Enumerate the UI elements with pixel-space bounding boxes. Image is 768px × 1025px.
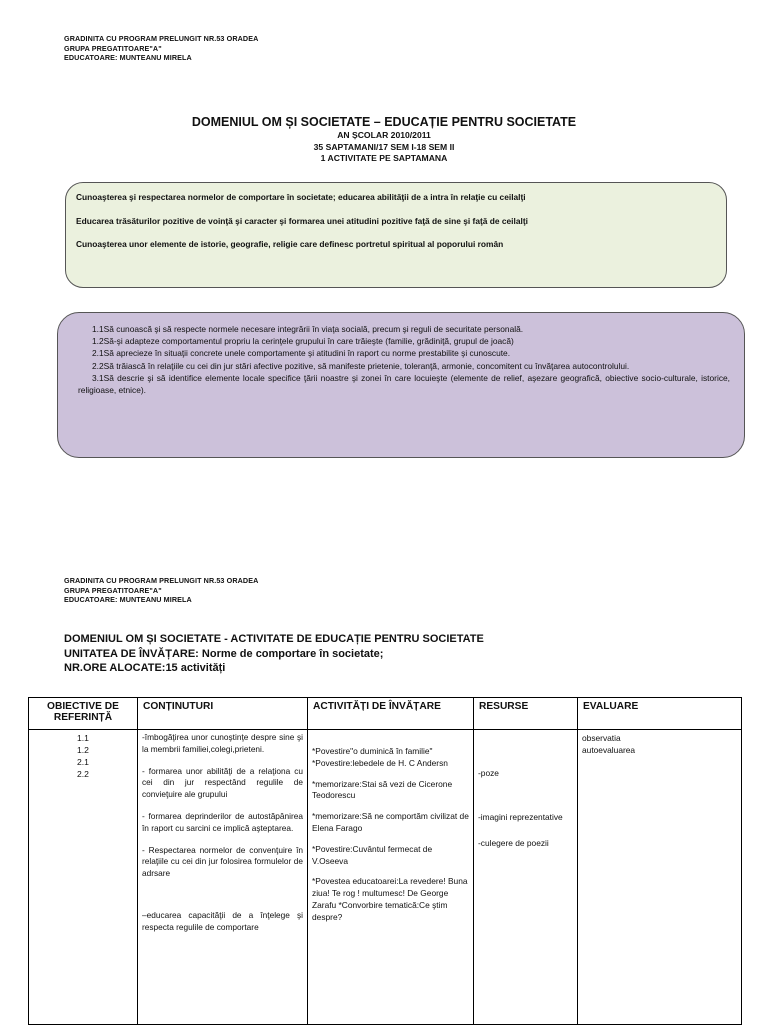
resources-cell (474, 730, 578, 1025)
resource-item: -poze (478, 768, 499, 778)
objectives-cell (29, 730, 138, 1025)
school-name: GRADINITA CU PROGRAM PRELUNGIT NR.53 ORADEA (64, 34, 259, 43)
column-header-evaluation: EVALUARE (578, 698, 742, 730)
group-name: GRUPA PREGATITOARE"A" (64, 43, 162, 53)
evaluation-cell (578, 730, 742, 1025)
general-objectives-box (65, 182, 727, 288)
teacher-name: EDUCATOARE: MUNTEANU MIRELA (64, 53, 192, 63)
activity-item: *Povestea educatoarei:La revedere! Buna ziua! Te rog ! multumesc! De George Zarafu *Convorbire tematică:Ce ştim despre? (312, 876, 468, 922)
activity-item: *Povestire"o duminică în familie" *Povestire:lebedele de H. C Andersn (312, 746, 448, 768)
reference-objectives-box (57, 312, 745, 458)
column-header-contents: CONȚINUTURI (138, 698, 308, 730)
school-name: GRADINITA CU PROGRAM PRELUNGIT NR.53 ORADEA (64, 576, 259, 585)
teacher-name: EDUCATOARE: MUNTEANU MIRELA (64, 595, 192, 605)
objective-code: 1.2 (77, 745, 89, 755)
column-header-activities: ACTIVITĂȚI DE ÎNVĂȚARE (308, 698, 474, 730)
unit-info (64, 632, 484, 676)
resource-item: -culegere de poezii (478, 837, 549, 848)
objective-code: 2.1 (77, 757, 89, 767)
school-year: AN ȘCOLAR 2010/2011 (337, 130, 431, 140)
school-header-second (64, 576, 258, 605)
activity-item: *memorizare:Stai să vezi de Cicerone Teodorescu (312, 778, 453, 801)
reference-objective: 1.2Să-şi adapteze comportamentul propriu la cerinţele grupului în care trăieşte (familie, grădiniţă, grupul de joacă) (92, 336, 514, 347)
school-header-top (64, 34, 258, 63)
weeks-info: 35 SAPTAMANI/17 SEM I-18 SEM II (313, 141, 455, 152)
general-objective: Educarea trăsăturilor pozitive de voinţă şi caracter şi formarea unei atitudini pozitive faţă de sine şi faţă de ceilalţi (76, 215, 528, 226)
content-item: - formarea deprinderilor de autostăpânirea în raport cu sarcini ce implică aşteptarea. (142, 810, 303, 833)
content-item: - Respectarea normelor de convenţuire în relaţiile cu cei din jur folosirea formulelor de adrsare (142, 844, 303, 879)
planning-table (28, 697, 742, 1025)
content-item: -îmbogăţirea unor cunoştinţe despre sine şi la membrii familiei,colegi,prieteni. (142, 732, 303, 754)
activity-frequency: 1 ACTIVITATE PE SAPTAMANA (320, 153, 448, 163)
domain-title: DOMENIUL OM ȘI SOCIETATE - ACTIVITATE DE EDUCAȚIE PENTRU SOCIETATE (64, 633, 484, 645)
general-objective: Cunoaşterea unor elemente de istorie, geografie, religie care definesc portretul spiritual al poporului român (76, 239, 504, 249)
table-row (29, 730, 742, 1025)
group-name: GRUPA PREGATITOARE"A" (64, 585, 162, 595)
reference-objective: 1.1Să cunoască şi să respecte normele necesare integrării în viaţa socială, precum şi reguli de securitate personală. (92, 324, 524, 334)
column-header-resources: RESURSE (474, 698, 578, 730)
resource-item: -imagini reprezentative (478, 811, 563, 822)
column-header-objectives: OBIECTIVE DE REFERINȚĂ (29, 698, 138, 730)
reference-objective: 2.1Să aprecieze în situaţii concrete unele comportamente şi atitudini în raport cu norme prestabilite şi cunoscute. (92, 348, 511, 359)
general-objective: Cunoaşterea şi respectarea normelor de comportare în societate; educarea abilităţii de a intra în relaţie cu ceilalţi (76, 192, 526, 202)
content-item: –educarea capacităţii de a înţelege şi respecta regulile de comportare (142, 909, 303, 932)
contents-cell (138, 730, 308, 1025)
reference-objective: 2.2Să trăiască în relaţiile cu cei din jur stări afective pozitive, să manifeste prietenie, toleranţă, armonie, concomitent cu învăţarea autocontrolului. (92, 360, 630, 371)
content-item: - formarea unor abilităţi de a relaţiona cu cei din jur respectând regulile de convieţuire ale grupului (142, 765, 303, 800)
activity-item: *memorizare:Să ne comportăm civilizat de Elena Farago (312, 811, 469, 833)
learning-unit: UNITATEA DE ÎNVĂȚARE: Norme de comportare în societate; (64, 647, 384, 660)
activities-cell (308, 730, 474, 1025)
objective-code: 2.2 (77, 769, 89, 779)
reference-objective: 3.1Să descrie şi să identifice elemente locale specifice ţării noastre şi zonei în care locuieşte (elemente de relief, aşezare geografică, obiective socio-culturale, istorice, religioase, etnice). (78, 372, 730, 396)
document-title-block (0, 114, 768, 165)
objective-code: 1.1 (77, 733, 89, 743)
allocated-hours: NR.ORE ALOCATE:15 activități (64, 662, 226, 674)
document-title: DOMENIUL OM ȘI SOCIETATE – EDUCAȚIE PENTRU SOCIETATE (191, 115, 577, 129)
activity-item: *Povestire:Cuvântul fermecat de V.Oseeva (312, 843, 433, 866)
evaluation-item: observatia (582, 733, 621, 743)
evaluation-item: autoevaluarea (582, 745, 636, 755)
table-header-row (29, 698, 742, 730)
